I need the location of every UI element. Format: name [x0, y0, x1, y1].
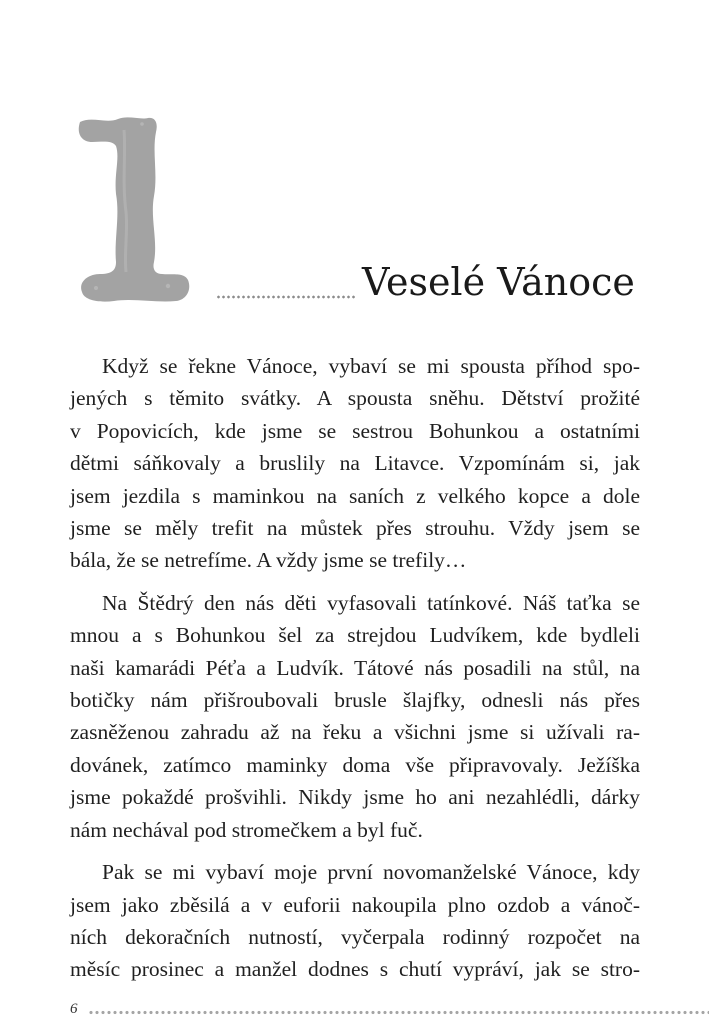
chapter-numeral-shape	[79, 117, 190, 301]
text-line: nám nechával pod stromečkem a byl fuč.	[70, 817, 423, 842]
text-line: jsme pokaždé prošvihli. Nikdy jsme ho ani nezahlédli, dárky	[70, 785, 640, 810]
text-line: Na Štědrý den nás děti vyfasovali tatínkové. Náš taťka se	[102, 590, 640, 615]
text-line: ních dekoračních nutností, vyčerpala rodinný rozpočet na	[70, 924, 640, 949]
text-line: jsme se měly trefit na můstek přes strouhu. Vždy jsem se	[70, 516, 640, 541]
text-line: dovánek, zatímco maminky doma vše připravovaly. Ježíška	[70, 752, 640, 777]
text-line: Pak se mi vybaví moje první novomanželské Vánoce, kdy	[102, 860, 640, 885]
text-line: jsem jezdila s maminkou na saních z velkého kopce a dole	[70, 483, 640, 508]
footer-dotted-rule	[88, 1010, 709, 1015]
chapter-number-graphic	[72, 112, 192, 304]
text-line: naši kamarádi Péťa a Ludvík. Tátové nás posadili na stůl, na	[70, 655, 640, 680]
text-line: bála, že se netrefíme. A vždy jsme se trefily…	[70, 548, 467, 573]
paragraph	[70, 587, 640, 846]
page-number: 6	[70, 1001, 78, 1017]
paragraph	[70, 856, 640, 986]
paragraph	[70, 350, 640, 577]
text-line: zasněženou zahradu až na řeku a všichni jsme si užívali ra-	[70, 720, 640, 745]
chapter-title: Veselé Vánoce	[362, 260, 635, 304]
text-line: botičky nám přišroubovali brusle šlajfky, odnesli nás přes	[70, 688, 640, 713]
chapter-title-leader-dots	[216, 295, 356, 299]
text-line: mnou a s Bohunkou šel za strejdou Ludvíkem, kde bydleli	[70, 623, 640, 648]
body-text	[70, 350, 640, 996]
text-line: jsem jako zběsilá a v euforii nakoupila plno ozdob a vánoč-	[70, 892, 640, 917]
text-line: v Popovicích, kde jsme se sestrou Bohunkou a ostatními	[70, 418, 640, 443]
text-line: Když se řekne Vánoce, vybaví se mi spousta příhod spo-	[102, 354, 640, 378]
text-line: měsíc prosinec a manžel dodnes s chutí vypráví, jak se stro-	[70, 957, 640, 982]
text-line: jených s těmito svátky. A spousta sněhu. Dětství prožité	[70, 386, 640, 411]
text-line: dětmi sáňkovaly a bruslily na Litavce. Vzpomínám si, jak	[70, 451, 640, 476]
